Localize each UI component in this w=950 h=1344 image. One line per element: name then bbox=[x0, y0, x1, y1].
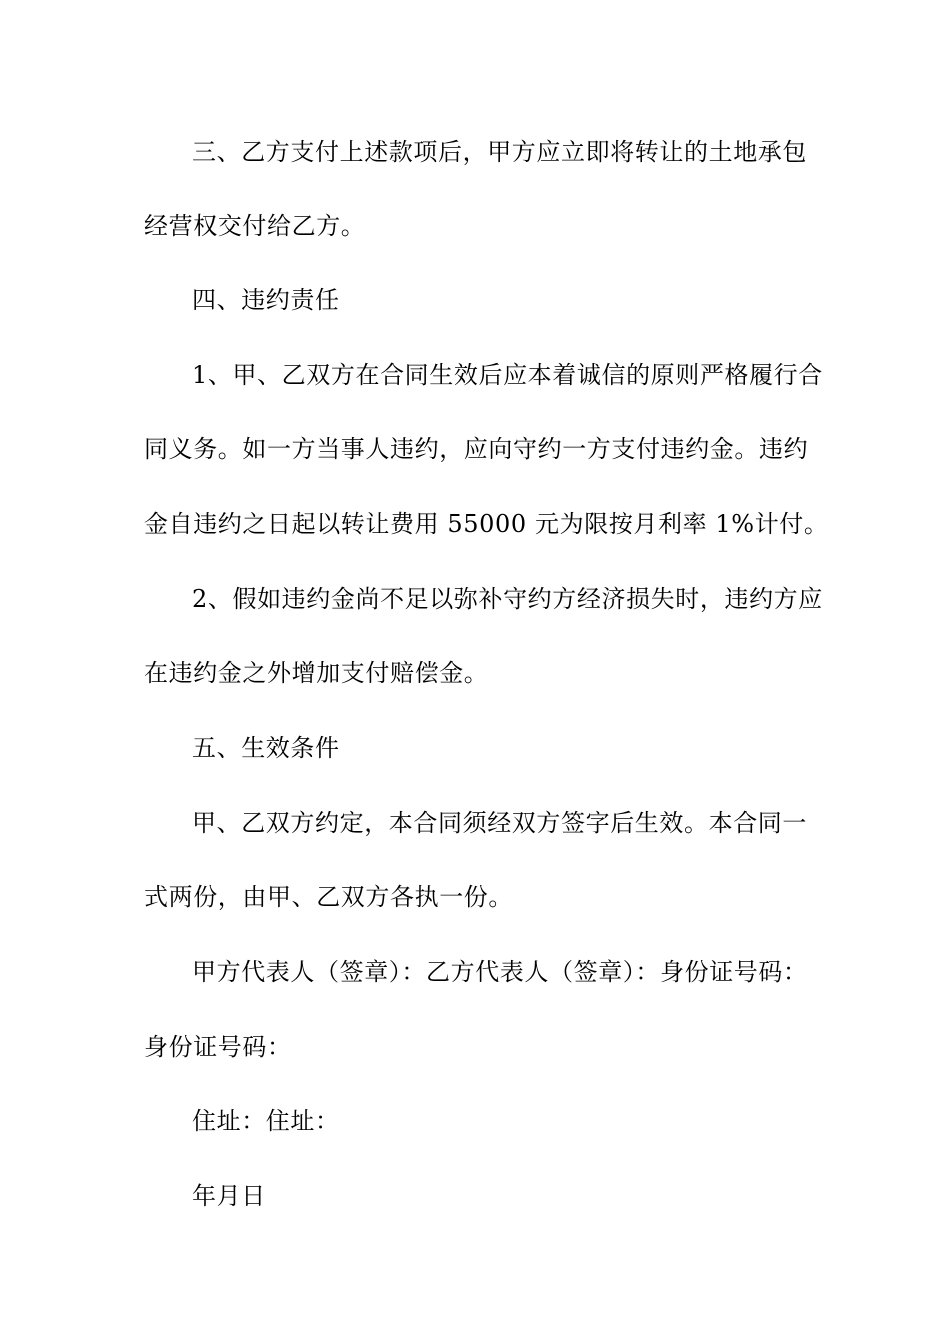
address-line: 住址：住址： bbox=[192, 1107, 340, 1135]
breach-item-1-line-2: 同义务。如一方当事人违约，应向守约一方支付违约金。违约 bbox=[144, 435, 809, 463]
section-heading-effect: 五、生效条件 bbox=[192, 734, 340, 762]
effect-clause-line-2: 式两份，由甲、乙双方各执一份。 bbox=[144, 883, 513, 911]
date-line: 年月日 bbox=[192, 1182, 266, 1210]
clause-3-line-1: 三、乙方支付上述款项后，甲方应立即将转让的土地承包 bbox=[192, 138, 807, 166]
section-heading-breach: 四、违约责任 bbox=[192, 286, 340, 314]
breach-item-1-line-1: 1、甲、乙双方在合同生效后应本着诚信的原则严格履行合 bbox=[192, 361, 823, 389]
signature-line-2: 身份证号码： bbox=[144, 1033, 292, 1061]
clause-3-line-2: 经营权交付给乙方。 bbox=[144, 212, 366, 240]
breach-item-2-line-1: 2、假如违约金尚不足以弥补守约方经济损失时，违约方应 bbox=[192, 585, 823, 613]
effect-clause-line-1: 甲、乙双方约定，本合同须经双方签字后生效。本合同一 bbox=[192, 809, 807, 837]
breach-item-1-line-3: 金自违约之日起以转让费用 55000 元为限按月利率 1%计付。 bbox=[144, 510, 829, 538]
signature-line-1: 甲方代表人（签章）：乙方代表人（签章）：身份证号码： bbox=[192, 958, 808, 986]
breach-item-2-line-2: 在违约金之外增加支付赔偿金。 bbox=[144, 659, 489, 687]
